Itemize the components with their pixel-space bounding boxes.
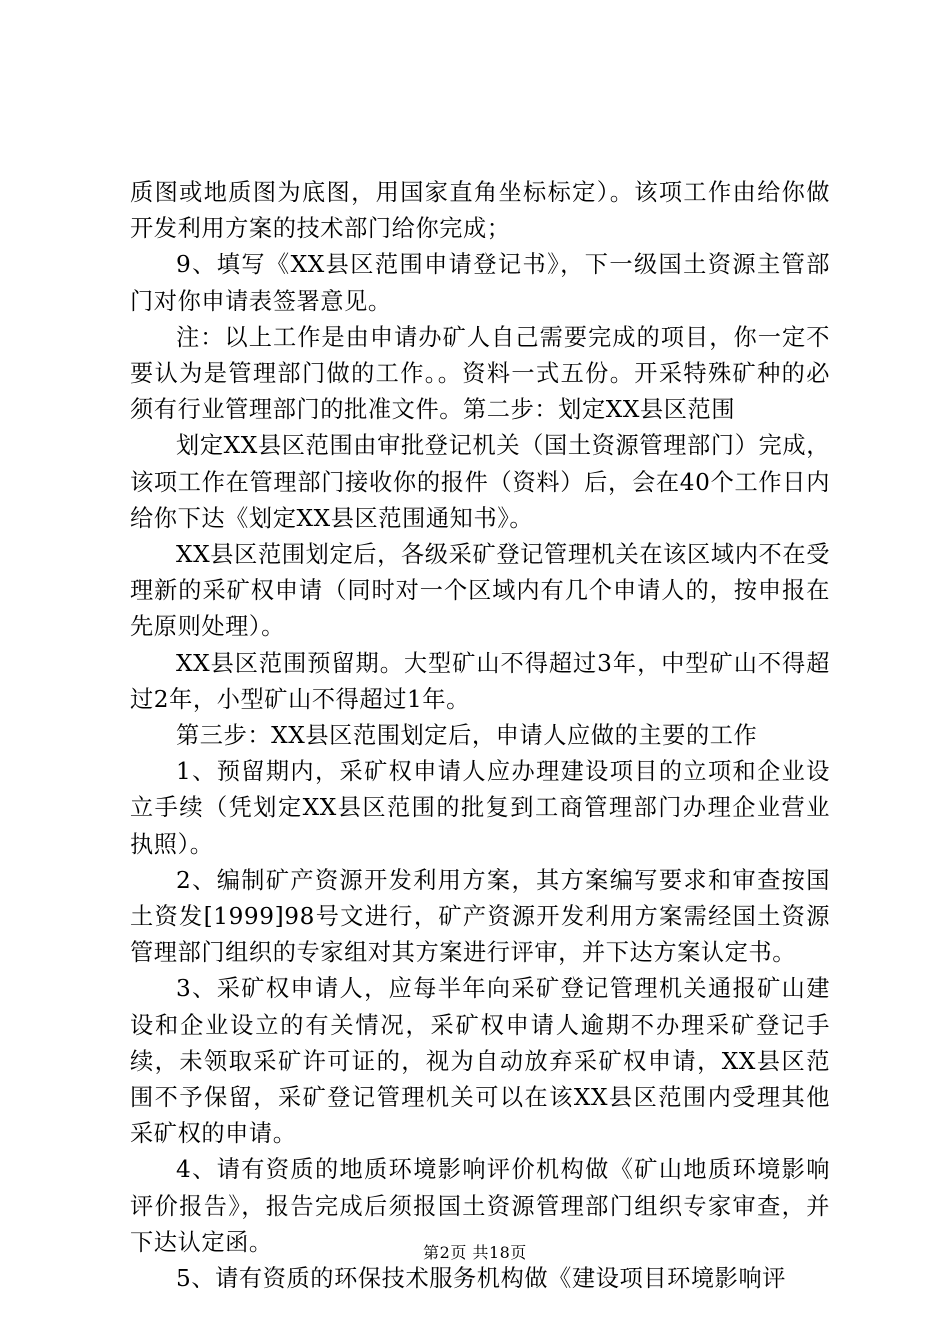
paragraph-3: 注：以上工作是由申请办矿人自己需要完成的项目，你一定不要认为是管理部门做的工作。。资料一式五份。开采特殊矿种的必须有行业管理部门的批准文件。第二步：划定XX县区范围 (130, 323, 830, 424)
paragraph-11: 4、请有资质的地质环境影响评价机构做《矿山地质环境影响评价报告》，报告完成后须报国土资源管理部门组织专家审查，并下达认定函。 (130, 1156, 830, 1256)
paragraph-7: 第三步：XX县区范围划定后，申请人应做的主要的工作 (176, 722, 758, 750)
paragraph-2: 9、填写《XX县区范围申请登记书》，下一级国土资源主管部门对你申请表签署意见。 (130, 251, 830, 315)
paragraph-12: 5、请有资质的环保技术服务机构做《建设项目环境影响评 (176, 1265, 787, 1293)
paragraph-6: XX县区范围预留期。大型矿山不得超过3年，中型矿山不得超过2年，小型矿山不得超过1年。 (130, 649, 830, 713)
paragraph-4: 划定XX县区范围由审批登记机关（国土资源管理部门）完成，该项工作在管理部门接收你的报件（资料）后，会在40个工作日内给你下达《划定XX县区范围通知书》。 (130, 432, 830, 532)
paragraph-1: 质图或地质图为底图，用国家直角坐标标定）。该项工作由给你做开发利用方案的技术部门给你完成； (130, 179, 830, 243)
paragraph-9: 2、编制矿产资源开发利用方案，其方案编写要求和审查按国土资发[1999]98号文进行，矿产资源开发利用方案需经国土资源管理部门组织的专家组对其方案进行评审，并下达方案认定书。 (130, 866, 830, 967)
document-body (130, 175, 830, 1297)
paragraph-8: 1、预留期内，采矿权申请人应办理建设项目的立项和企业设立手续（凭划定XX县区范围的批复到工商管理部门办理企业营业执照）。 (130, 758, 830, 858)
page-footer (0, 1243, 950, 1263)
paragraph-10: 3、采矿权申请人，应每半年向采矿登记管理机关通报矿山建设和企业设立的有关情况，采矿权申请人逾期不办理采矿登记手续，未领取采矿许可证的，视为自动放弃采矿权申请，XX县区范围不予保留，采矿登记管理机关可以在该XX县区范围内受理其他采矿权的申请。 (130, 975, 830, 1148)
paragraph-5: XX县区范围划定后，各级采矿登记管理机关在该区域内不在受理新的采矿权申请（同时对一个区域内有几个申请人的，按申报在先原则处理）。 (130, 541, 830, 641)
page-number-label: 第2页 共18页 (423, 1243, 527, 1262)
